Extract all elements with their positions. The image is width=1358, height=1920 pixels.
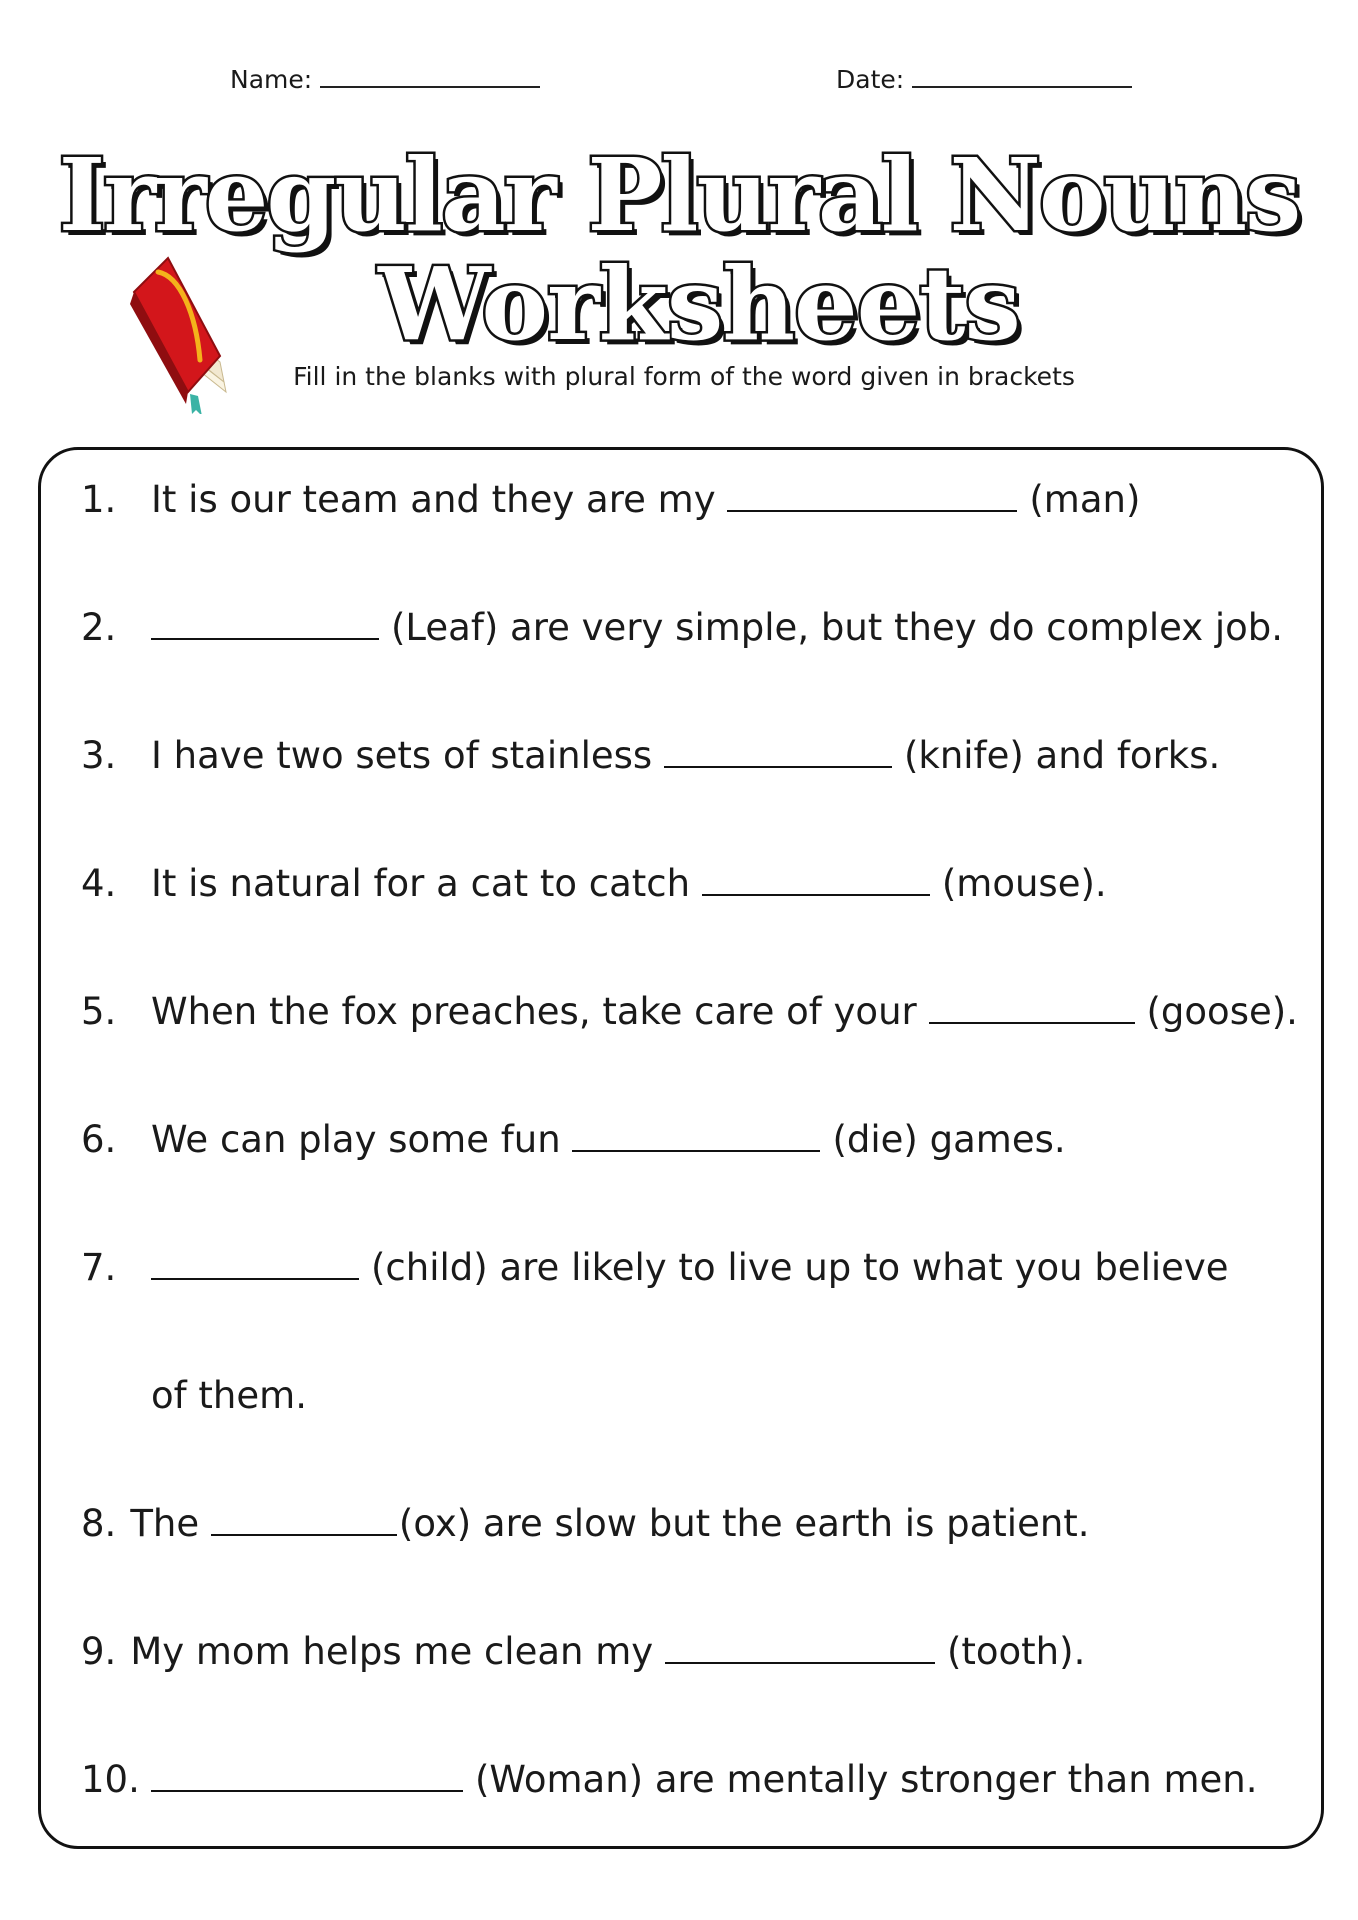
question-text-before: My mom helps me clean my	[130, 1630, 654, 1673]
question-number: 4.	[81, 862, 117, 905]
question-number: 2.	[81, 606, 117, 649]
question-6	[81, 1118, 1066, 1161]
answer-blank-1[interactable]	[727, 478, 1017, 512]
question-text-after: (tooth).	[946, 1630, 1086, 1673]
question-7	[81, 1246, 1229, 1289]
question-number: 8.	[81, 1502, 117, 1545]
question-text-before: When the fox preaches, take care of your	[151, 990, 917, 1033]
questions-box	[38, 447, 1324, 1849]
name-blank[interactable]	[320, 62, 540, 88]
question-5	[81, 990, 1298, 1033]
question-text-after: (goose).	[1146, 990, 1298, 1033]
question-1	[81, 478, 1140, 521]
question-8	[81, 1502, 1090, 1545]
question-text-after: (man)	[1029, 478, 1141, 521]
answer-blank-4[interactable]	[702, 862, 930, 896]
date-label: Date:	[836, 65, 905, 94]
question-number: 1.	[81, 478, 117, 521]
question-text-after: (Leaf) are very simple, but they do complex job.	[391, 606, 1284, 649]
question-text-before: We can play some fun	[151, 1118, 561, 1161]
question-text-after: (child) are likely to live up to what you believe	[371, 1246, 1229, 1289]
answer-blank-2[interactable]	[151, 606, 379, 640]
question-number: 10.	[81, 1758, 140, 1801]
instructions-text: Fill in the blanks with plural form of the word given in brackets	[293, 362, 1075, 391]
question-4	[81, 862, 1107, 905]
question-number: 7.	[81, 1246, 117, 1289]
answer-blank-9[interactable]	[665, 1630, 935, 1664]
question-text-after: (die) games.	[832, 1118, 1066, 1161]
question-text-before: It is natural for a cat to catch	[151, 862, 691, 905]
question-3	[81, 734, 1220, 777]
question-text-after: (ox) are slow but the earth is patient.	[398, 1502, 1090, 1545]
question-number: 5.	[81, 990, 117, 1033]
name-label: Name:	[230, 65, 313, 94]
question-text-before: It is our team and they are my	[151, 478, 716, 521]
question-number: 3.	[81, 734, 117, 777]
answer-blank-8[interactable]	[211, 1502, 397, 1536]
answer-blank-3[interactable]	[664, 734, 892, 768]
page-title-line-2: Worksheets	[378, 245, 1020, 363]
question-text-before: The	[130, 1502, 200, 1545]
question-text-after: (mouse).	[941, 862, 1107, 905]
answer-blank-7[interactable]	[151, 1246, 359, 1280]
question-text-after: (Woman) are mentally stronger than men.	[475, 1758, 1258, 1801]
page-title-line-1: Irregular Plural Nouns	[58, 136, 1300, 254]
question-2	[81, 606, 1283, 649]
answer-blank-5[interactable]	[929, 990, 1135, 1024]
date-blank[interactable]	[912, 62, 1132, 88]
question-10	[81, 1758, 1257, 1801]
question-text-before: I have two sets of stainless	[151, 734, 653, 777]
date-field	[836, 62, 1132, 94]
answer-blank-6[interactable]	[572, 1118, 820, 1152]
question-number: 6.	[81, 1118, 117, 1161]
question-number: 9.	[81, 1630, 117, 1673]
answer-blank-10[interactable]	[151, 1758, 463, 1792]
question-9	[81, 1630, 1085, 1673]
name-field	[230, 62, 540, 94]
question-7-continuation: of them.	[151, 1374, 307, 1417]
question-text-after: (knife) and forks.	[903, 734, 1221, 777]
